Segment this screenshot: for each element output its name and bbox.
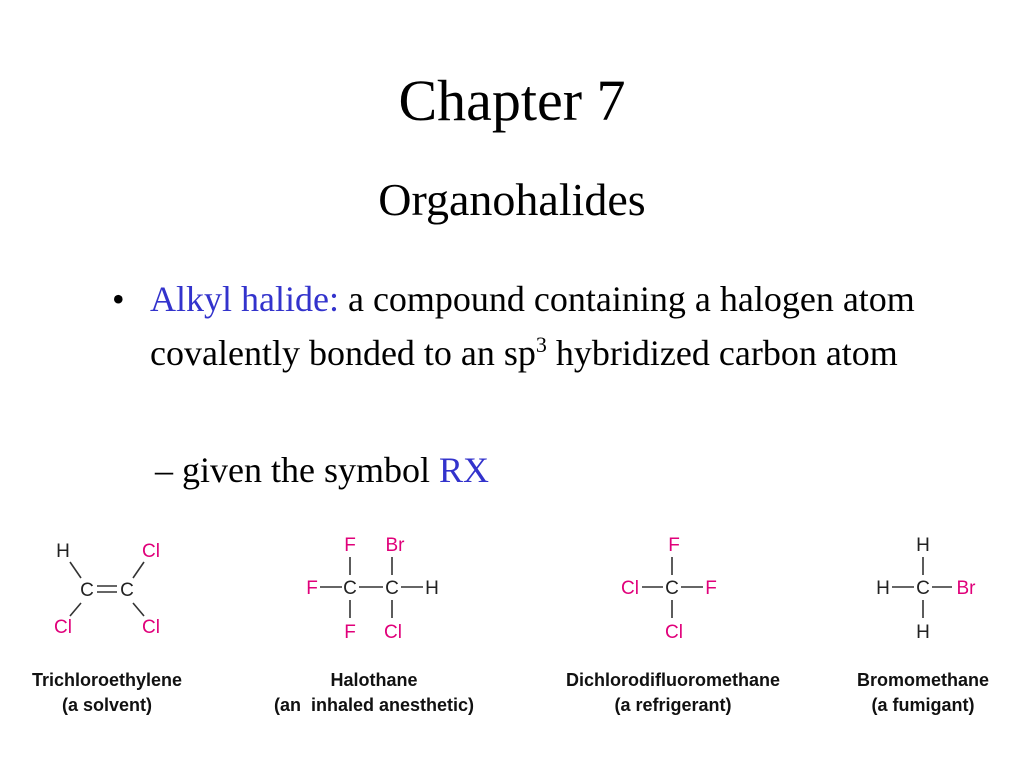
caption-trichloroethylene (7, 668, 207, 718)
bullet-text (150, 272, 940, 380)
atom-f: F (705, 578, 717, 599)
caption-halothane (246, 668, 502, 718)
superscript: 3 (535, 332, 547, 357)
bond (70, 603, 81, 616)
atom-h: H (876, 578, 890, 599)
atom-f: F (306, 578, 318, 599)
atom-f: F (344, 535, 356, 556)
atom-c: C (916, 578, 930, 599)
compound-use: (an inhaled anesthetic) (273, 695, 475, 715)
atom-br: Br (385, 535, 405, 556)
compound-name: Trichloroethylene (31, 670, 183, 690)
bullet-definition: a compound containing a halogen atom covalently bonded to an sp (150, 279, 915, 373)
atom-f: F (668, 535, 680, 556)
compound-use: (a solvent) (61, 695, 153, 715)
bullet-marker: • (112, 279, 125, 319)
atom-cl: Cl (621, 578, 639, 599)
slide-title: Chapter 7 (398, 68, 626, 133)
atom-f: F (344, 622, 356, 643)
atom-h: H (916, 622, 930, 643)
atom-c: C (80, 580, 94, 601)
bond (133, 562, 144, 578)
atom-h: H (56, 541, 70, 562)
bullet-definition-end: hybridized carbon atom (546, 333, 898, 373)
bond (133, 603, 144, 616)
slide-subtitle: Organohalides (378, 174, 646, 225)
atom-cl: Cl (665, 622, 683, 643)
atom-cl: Cl (54, 617, 72, 638)
dichlorodifluoromethane-structure (621, 535, 717, 643)
atom-br: Br (956, 578, 976, 599)
compound-name: Bromomethane (856, 670, 990, 690)
compound-name: Halothane (330, 670, 418, 690)
bromomethane-structure (876, 535, 976, 643)
atom-cl: Cl (142, 617, 160, 638)
bond (70, 562, 81, 578)
atom-h: H (916, 535, 930, 556)
compound-use: (a fumigant) (871, 695, 975, 715)
compound-use: (a refrigerant) (614, 695, 732, 715)
atom-cl: Cl (142, 541, 160, 562)
symbol-rx: RX (438, 450, 489, 490)
compound-name: Dichlorodifluoromethane (565, 670, 780, 690)
atom-h: H (425, 578, 439, 599)
sub-bullet-text: – given the symbol (155, 450, 439, 490)
atom-c: C (665, 578, 679, 599)
atom-cl: Cl (384, 622, 402, 643)
halothane-structure (306, 535, 439, 643)
structures-figure (0, 520, 1024, 650)
atom-c: C (385, 578, 399, 599)
atom-c: C (343, 578, 357, 599)
atom-c: C (120, 580, 134, 601)
caption-bromomethane (836, 668, 1010, 718)
caption-dichlorodifluoromethane (538, 668, 808, 718)
bullet-term: Alkyl halide: (150, 279, 339, 319)
trichloroethylene-structure (54, 541, 160, 638)
sub-bullet (155, 443, 489, 497)
